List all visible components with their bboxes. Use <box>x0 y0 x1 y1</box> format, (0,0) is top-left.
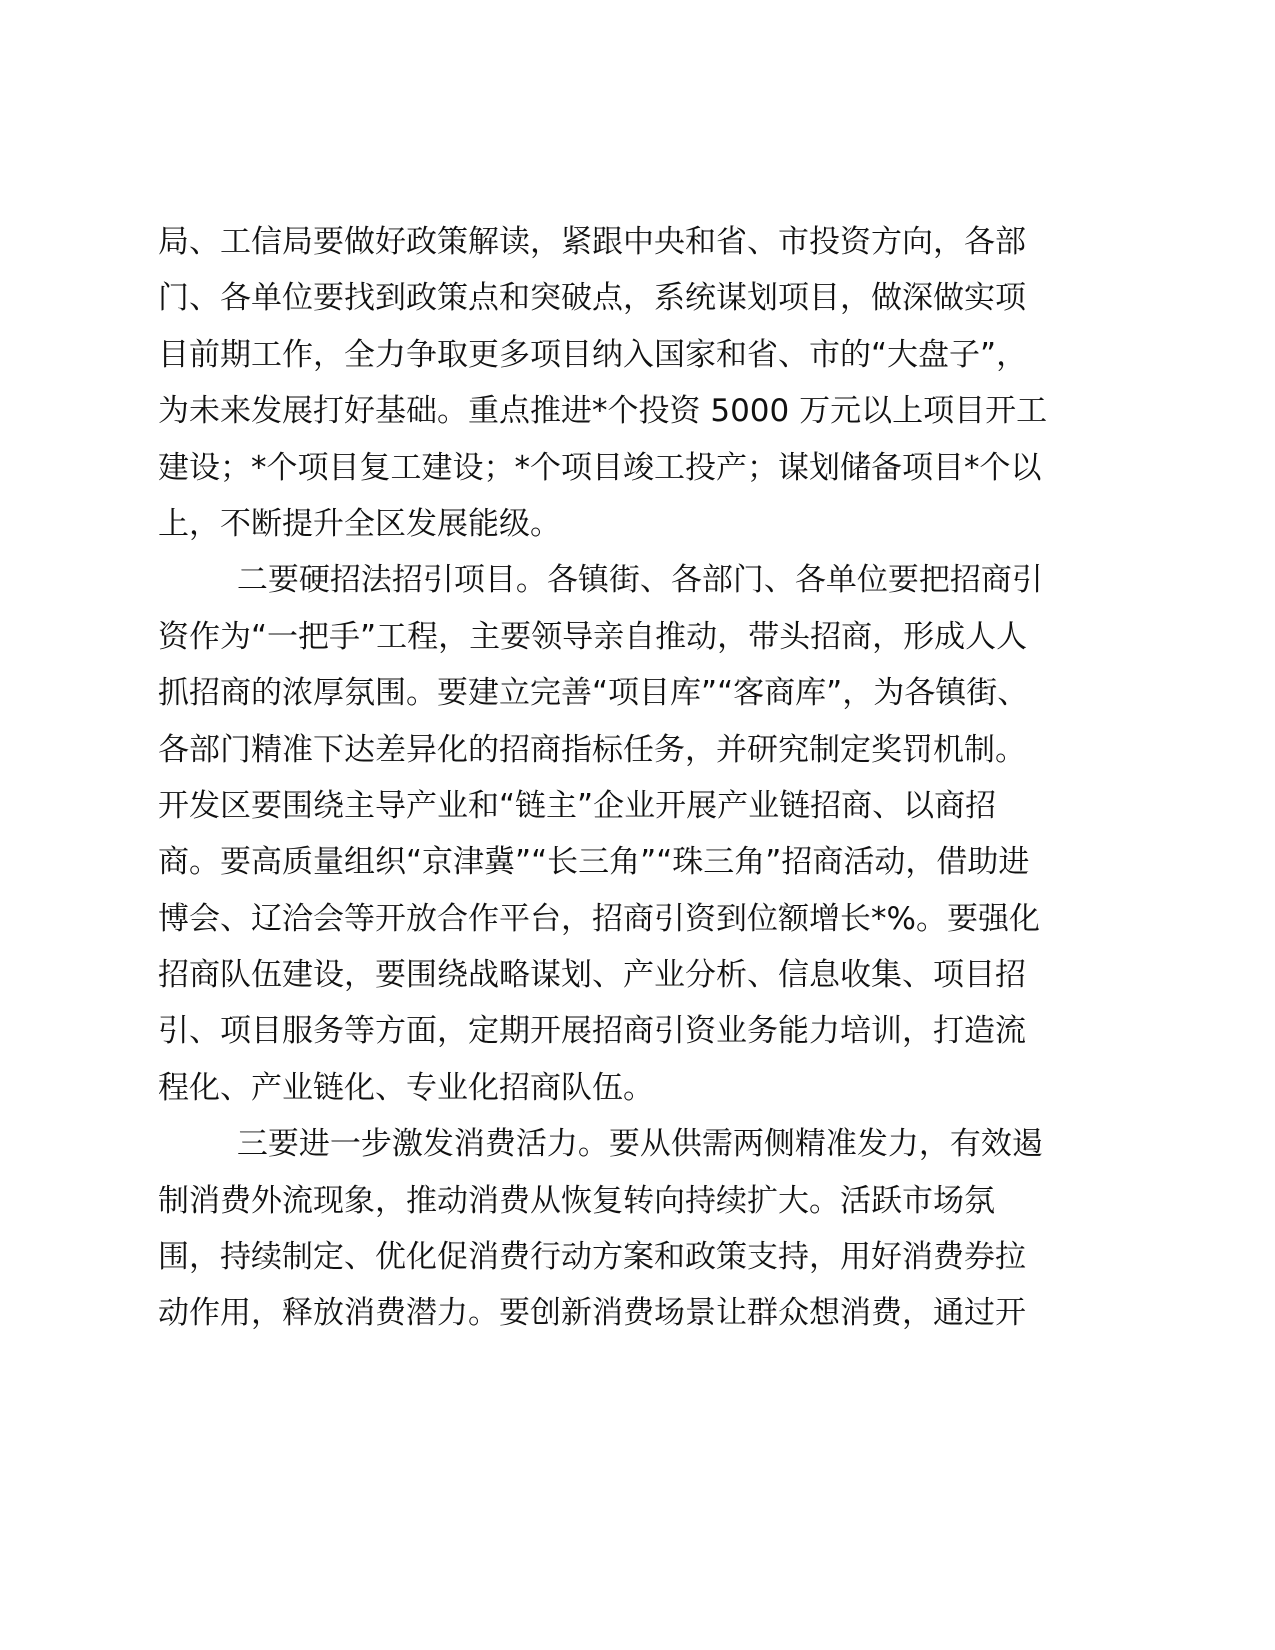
text-line: 程化、产业链化、专业化招商队伍。 <box>158 1069 654 1106</box>
text-line: 资作为“一把手”工程，主要领导亲自推动，带头招商，形成人人 <box>158 618 1028 655</box>
text-line: 商。要高质量组织“京津冀”“长三角”“珠三角”招商活动，借助进 <box>158 844 1030 881</box>
paragraph-start-line: 二要硬招法招引项目。各镇街、各部门、各单位要把招商引 <box>158 562 1043 599</box>
text-line: 围，持续制定、优化促消费行动方案和政策支持，用好消费券拉 <box>158 1239 1026 1276</box>
paragraph-start-line: 三要进一步激发消费活力。要从供需两侧精准发力，有效遏 <box>158 1126 1043 1163</box>
text-line: 局、工信局要做好政策解读，紧跟中央和省、市投资方向，各部 <box>158 224 1026 260</box>
text-line: 制消费外流现象，推动消费从恢复转向持续扩大。活跃市场氛 <box>158 1182 995 1219</box>
text-line: 建设；*个项目复工建设；*个项目竣工投产；谋划储备项目*个以 <box>158 449 1042 486</box>
text-line: 为未来发展打好基础。重点推进*个投资 5000 万元以上项目开工 <box>158 393 1048 430</box>
text-line: 上，不断提升全区发展能级。 <box>158 505 561 542</box>
text-line: 开发区要围绕主导产业和“链主”企业开展产业链招商、以商招 <box>158 787 997 824</box>
text-line: 引、项目服务等方面，定期开展招商引资业务能力培训，打造流 <box>158 1013 1026 1050</box>
text-line: 各部门精准下达差异化的招商指标任务，并研究制定奖罚机制。 <box>158 731 1026 768</box>
document-body <box>158 214 1078 1342</box>
text-line: 博会、辽洽会等开放合作平台，招商引资到位额增长*%。要强化 <box>158 900 1040 937</box>
text-line: 抓招商的浓厚氛围。要建立完善“项目库”“客商库”，为各镇街、 <box>158 675 1029 712</box>
text-line: 动作用，释放消费潜力。要创新消费场景让群众想消费，通过开 <box>158 1295 1026 1332</box>
text-line: 招商队伍建设，要围绕战略谋划、产业分析、信息收集、项目招 <box>158 957 1026 994</box>
text-line: 目前期工作，全力争取更多项目纳入国家和省、市的“大盘子”， <box>158 336 1028 373</box>
text-line: 门、各单位要找到政策点和突破点，系统谋划项目，做深做实项 <box>158 280 1026 317</box>
